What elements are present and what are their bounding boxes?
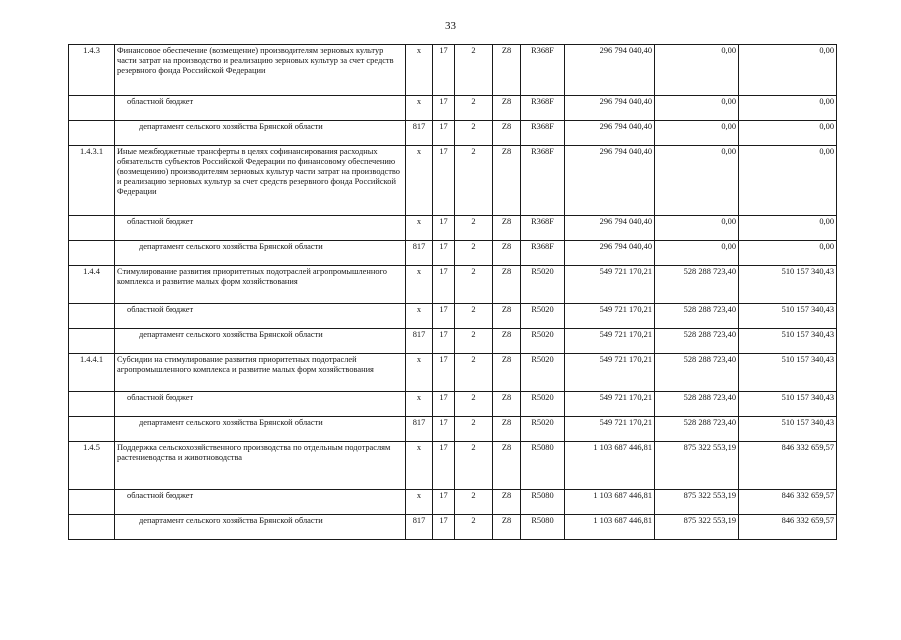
department-cell: департамент сельского хозяйства Брянской области xyxy=(115,329,406,354)
amount-year3-cell: 510 157 340,43 xyxy=(739,304,837,329)
subsection-cell: 2 xyxy=(455,241,493,266)
grbs-cell: x xyxy=(406,45,433,96)
program-cell: Z8 xyxy=(493,442,521,490)
expense-code-cell: R5080 xyxy=(521,442,565,490)
amount-year2-cell: 0,00 xyxy=(655,241,739,266)
section-cell: 17 xyxy=(433,490,455,515)
amount-year2-cell: 875 322 553,19 xyxy=(655,442,739,490)
item-number-blank xyxy=(69,304,115,329)
budget-source-cell: областной бюджет xyxy=(115,304,406,329)
budget-source-cell: областной бюджет xyxy=(115,392,406,417)
table-row xyxy=(69,304,837,329)
section-cell: 17 xyxy=(433,146,455,216)
item-number-cell: 1.4.5 xyxy=(69,442,115,490)
amount-year3-cell: 510 157 340,43 xyxy=(739,266,837,304)
item-name-cell: Финансовое обеспечение (возмещение) производителям зерновых культур части затрат на производство и реализацию зерновых культур за счет средств резервного фонда Российской Федерации xyxy=(115,45,406,96)
amount-year3-cell: 846 332 659,57 xyxy=(739,490,837,515)
grbs-cell: 817 xyxy=(406,241,433,266)
subsection-cell: 2 xyxy=(455,515,493,540)
expense-code-cell: R368F xyxy=(521,241,565,266)
budget-source-cell: областной бюджет xyxy=(115,216,406,241)
expense-code-cell: R368F xyxy=(521,216,565,241)
subsection-cell: 2 xyxy=(455,329,493,354)
amount-year2-cell: 0,00 xyxy=(655,96,739,121)
table-row xyxy=(69,392,837,417)
item-name-cell: Стимулирование развития приоритетных подотраслей агропромышленного комплекса и развитие малых форм хозяйствования xyxy=(115,266,406,304)
expense-code-cell: R5020 xyxy=(521,417,565,442)
section-cell: 17 xyxy=(433,45,455,96)
amount-year1-cell: 296 794 040,40 xyxy=(565,121,655,146)
item-number-cell: 1.4.3.1 xyxy=(69,146,115,216)
amount-year3-cell: 0,00 xyxy=(739,45,837,96)
program-cell: Z8 xyxy=(493,354,521,392)
amount-year1-cell: 296 794 040,40 xyxy=(565,96,655,121)
expense-code-cell: R5020 xyxy=(521,354,565,392)
section-cell: 17 xyxy=(433,266,455,304)
table-row xyxy=(69,417,837,442)
amount-year2-cell: 0,00 xyxy=(655,146,739,216)
amount-year3-cell: 846 332 659,57 xyxy=(739,442,837,490)
item-number-blank xyxy=(69,490,115,515)
amount-year3-cell: 0,00 xyxy=(739,96,837,121)
department-cell: департамент сельского хозяйства Брянской области xyxy=(115,241,406,266)
subsection-cell: 2 xyxy=(455,354,493,392)
expense-code-cell: R5080 xyxy=(521,490,565,515)
expense-code-cell: R5020 xyxy=(521,329,565,354)
program-cell: Z8 xyxy=(493,392,521,417)
item-number-cell: 1.4.4 xyxy=(69,266,115,304)
budget-source-cell: областной бюджет xyxy=(115,96,406,121)
amount-year1-cell: 549 721 170,21 xyxy=(565,354,655,392)
program-cell: Z8 xyxy=(493,266,521,304)
subsection-cell: 2 xyxy=(455,121,493,146)
section-cell: 17 xyxy=(433,515,455,540)
subsection-cell: 2 xyxy=(455,216,493,241)
grbs-cell: x xyxy=(406,490,433,515)
budget-source-cell: областной бюджет xyxy=(115,490,406,515)
expense-code-cell: R368F xyxy=(521,121,565,146)
amount-year1-cell: 296 794 040,40 xyxy=(565,45,655,96)
amount-year1-cell: 296 794 040,40 xyxy=(565,146,655,216)
expense-code-cell: R368F xyxy=(521,96,565,121)
table-row xyxy=(69,216,837,241)
grbs-cell: 817 xyxy=(406,329,433,354)
amount-year2-cell: 528 288 723,40 xyxy=(655,266,739,304)
department-cell: департамент сельского хозяйства Брянской области xyxy=(115,417,406,442)
table-row xyxy=(69,442,837,490)
program-cell: Z8 xyxy=(493,96,521,121)
amount-year1-cell: 549 721 170,21 xyxy=(565,417,655,442)
amount-year2-cell: 528 288 723,40 xyxy=(655,354,739,392)
expense-code-cell: R5020 xyxy=(521,304,565,329)
amount-year2-cell: 875 322 553,19 xyxy=(655,490,739,515)
item-name-cell: Субсидии на стимулирование развития приоритетных подотраслей агропромышленного комплекса и развитие малых форм хозяйствования xyxy=(115,354,406,392)
section-cell: 17 xyxy=(433,304,455,329)
subsection-cell: 2 xyxy=(455,146,493,216)
amount-year2-cell: 0,00 xyxy=(655,45,739,96)
amount-year3-cell: 510 157 340,43 xyxy=(739,329,837,354)
amount-year1-cell: 549 721 170,21 xyxy=(565,392,655,417)
amount-year3-cell: 510 157 340,43 xyxy=(739,354,837,392)
table-row xyxy=(69,329,837,354)
page-number: 33 xyxy=(445,20,456,32)
item-number-blank xyxy=(69,515,115,540)
table-row xyxy=(69,241,837,266)
subsection-cell: 2 xyxy=(455,392,493,417)
section-cell: 17 xyxy=(433,216,455,241)
amount-year2-cell: 528 288 723,40 xyxy=(655,417,739,442)
item-number-blank xyxy=(69,329,115,354)
program-cell: Z8 xyxy=(493,515,521,540)
grbs-cell: x xyxy=(406,442,433,490)
amount-year2-cell: 0,00 xyxy=(655,216,739,241)
expense-code-cell: R5080 xyxy=(521,515,565,540)
subsection-cell: 2 xyxy=(455,417,493,442)
subsection-cell: 2 xyxy=(455,266,493,304)
grbs-cell: x xyxy=(406,216,433,241)
subsection-cell: 2 xyxy=(455,304,493,329)
section-cell: 17 xyxy=(433,96,455,121)
amount-year1-cell: 1 103 687 446,81 xyxy=(565,442,655,490)
amount-year3-cell: 0,00 xyxy=(739,241,837,266)
amount-year1-cell: 296 794 040,40 xyxy=(565,216,655,241)
program-cell: Z8 xyxy=(493,417,521,442)
section-cell: 17 xyxy=(433,329,455,354)
grbs-cell: x xyxy=(406,354,433,392)
grbs-cell: x xyxy=(406,266,433,304)
table-row xyxy=(69,96,837,121)
section-cell: 17 xyxy=(433,417,455,442)
subsection-cell: 2 xyxy=(455,45,493,96)
item-number-blank xyxy=(69,121,115,146)
amount-year3-cell: 0,00 xyxy=(739,216,837,241)
amount-year1-cell: 549 721 170,21 xyxy=(565,266,655,304)
amount-year3-cell: 0,00 xyxy=(739,121,837,146)
table-row xyxy=(69,354,837,392)
item-name-cell: Иные межбюджетные трансферты в целях софинансирования расходных обязательств субъектов Российской Федерации по финансовому обеспечению (возмещению) производителям зерновых культур части затрат на производство и реализацию зерновых культур за счет средств резервного фонда Российской Федерации xyxy=(115,146,406,216)
expense-code-cell: R5020 xyxy=(521,266,565,304)
amount-year2-cell: 875 322 553,19 xyxy=(655,515,739,540)
grbs-cell: x xyxy=(406,96,433,121)
subsection-cell: 2 xyxy=(455,96,493,121)
table-row xyxy=(69,121,837,146)
program-cell: Z8 xyxy=(493,146,521,216)
program-cell: Z8 xyxy=(493,45,521,96)
subsection-cell: 2 xyxy=(455,490,493,515)
program-cell: Z8 xyxy=(493,241,521,266)
table-row xyxy=(69,146,837,216)
section-cell: 17 xyxy=(433,241,455,266)
amount-year2-cell: 528 288 723,40 xyxy=(655,329,739,354)
grbs-cell: 817 xyxy=(406,121,433,146)
section-cell: 17 xyxy=(433,121,455,146)
table-row xyxy=(69,266,837,304)
amount-year3-cell: 510 157 340,43 xyxy=(739,392,837,417)
program-cell: Z8 xyxy=(493,121,521,146)
program-cell: Z8 xyxy=(493,304,521,329)
amount-year2-cell: 528 288 723,40 xyxy=(655,392,739,417)
grbs-cell: x xyxy=(406,392,433,417)
item-number-blank xyxy=(69,96,115,121)
amount-year3-cell: 0,00 xyxy=(739,146,837,216)
amount-year2-cell: 528 288 723,40 xyxy=(655,304,739,329)
amount-year1-cell: 296 794 040,40 xyxy=(565,241,655,266)
item-number-blank xyxy=(69,417,115,442)
department-cell: департамент сельского хозяйства Брянской области xyxy=(115,121,406,146)
program-cell: Z8 xyxy=(493,329,521,354)
expense-code-cell: R368F xyxy=(521,146,565,216)
section-cell: 17 xyxy=(433,442,455,490)
program-cell: Z8 xyxy=(493,490,521,515)
grbs-cell: x xyxy=(406,304,433,329)
table-row xyxy=(69,490,837,515)
grbs-cell: x xyxy=(406,146,433,216)
section-cell: 17 xyxy=(433,392,455,417)
subsection-cell: 2 xyxy=(455,442,493,490)
item-number-blank xyxy=(69,241,115,266)
item-number-cell: 1.4.3 xyxy=(69,45,115,96)
expense-code-cell: R5020 xyxy=(521,392,565,417)
amount-year1-cell: 1 103 687 446,81 xyxy=(565,490,655,515)
amount-year1-cell: 549 721 170,21 xyxy=(565,329,655,354)
department-cell: департамент сельского хозяйства Брянской области xyxy=(115,515,406,540)
amount-year1-cell: 1 103 687 446,81 xyxy=(565,515,655,540)
amount-year2-cell: 0,00 xyxy=(655,121,739,146)
grbs-cell: 817 xyxy=(406,515,433,540)
amount-year3-cell: 846 332 659,57 xyxy=(739,515,837,540)
item-number-blank xyxy=(69,392,115,417)
item-number-blank xyxy=(69,216,115,241)
item-number-cell: 1.4.4.1 xyxy=(69,354,115,392)
item-name-cell: Поддержка сельскохозяйственного производства по отдельным подотраслям растениеводства и животноводства xyxy=(115,442,406,490)
table-row xyxy=(69,515,837,540)
amount-year1-cell: 549 721 170,21 xyxy=(565,304,655,329)
expense-code-cell: R368F xyxy=(521,45,565,96)
table-row xyxy=(69,45,837,96)
grbs-cell: 817 xyxy=(406,417,433,442)
budget-table xyxy=(68,44,837,540)
amount-year3-cell: 510 157 340,43 xyxy=(739,417,837,442)
program-cell: Z8 xyxy=(493,216,521,241)
section-cell: 17 xyxy=(433,354,455,392)
